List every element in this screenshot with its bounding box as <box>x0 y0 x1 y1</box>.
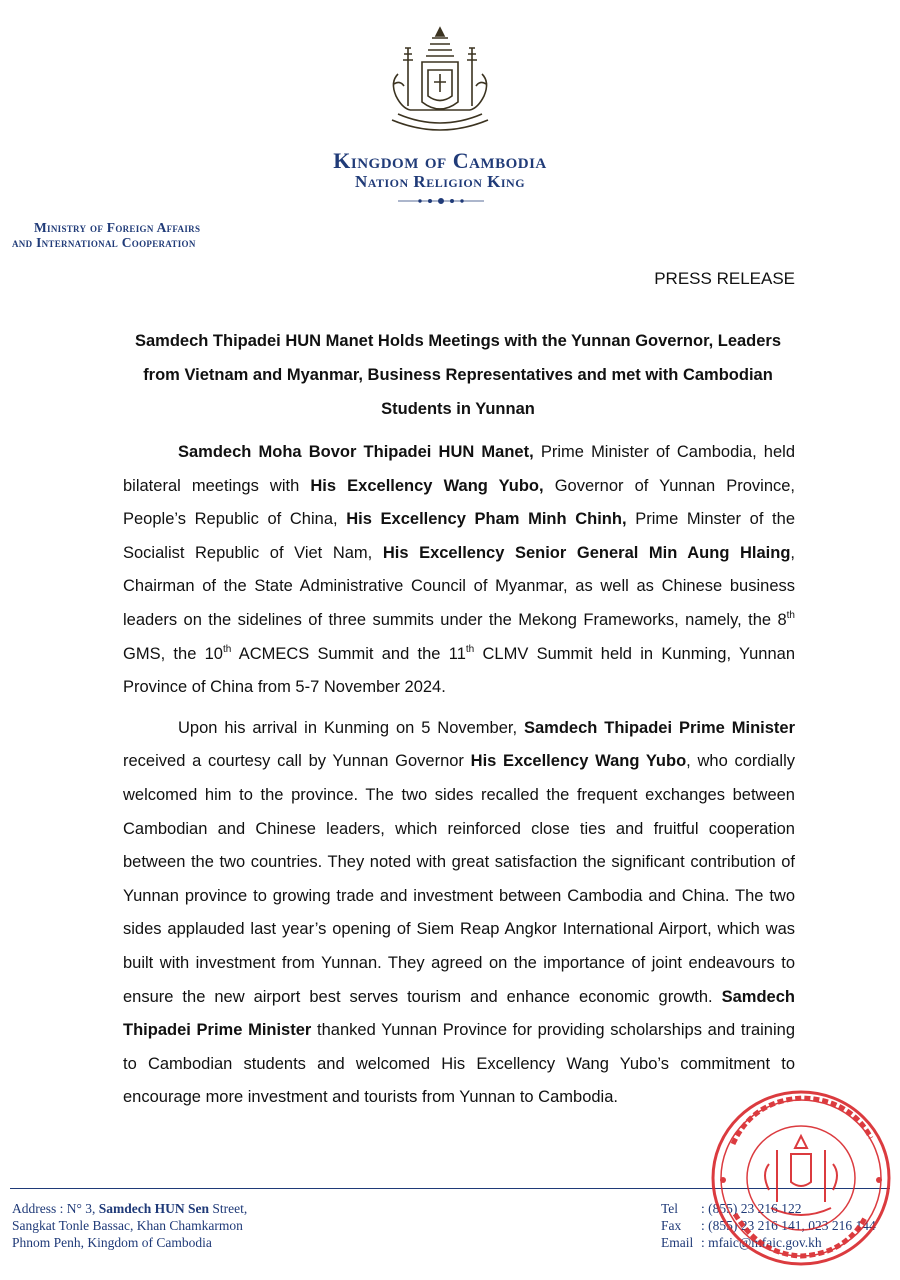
text-span: Prime Minster of the Socialist Republic of Viet Nam, <box>123 510 795 562</box>
royal-coat-of-arms-icon <box>378 24 502 136</box>
official-seal-stamp-icon <box>705 1084 895 1270</box>
text-span: Governor of Yunnan Province, People’s Republic of China, <box>123 476 796 529</box>
address-line-1 <box>12 1200 247 1217</box>
text-span: Prime Minister of Cambodia, held bilateral meetings with <box>123 443 796 495</box>
email-label: Email <box>661 1235 694 1250</box>
ornament-divider-icon <box>396 196 486 206</box>
tel-label: Tel <box>661 1201 679 1216</box>
text-span: GMS, the 10 <box>123 644 223 663</box>
text-span: , Chairman of the State Administrative Council of Myanmar, as well as Chinese business leaders on the sidelines of three summits under the Mekong Frameworks, namely, the 8 <box>123 543 795 629</box>
address-prefix: Address : N° 3, <box>12 1201 99 1216</box>
text-span: Upon his arrival in Kunming on 5 November, <box>178 718 524 737</box>
kingdom-heading: Kingdom of Cambodia <box>333 148 547 173</box>
address-street-name: Samdech HUN Sen <box>98 1201 210 1216</box>
ministry-name <box>12 220 282 250</box>
bold-name: Samdech Thipadei Prime Minister <box>123 987 795 1040</box>
paragraph-2 <box>123 712 795 1115</box>
national-motto: Nation Religion King <box>354 172 526 191</box>
bold-name: His Excellency Wang Yubo, <box>310 476 544 495</box>
address-line-3: Phnom Penh, Kingdom of Cambodia <box>12 1235 212 1250</box>
bold-name: His Excellency Pham Minh Chinh, <box>346 510 627 529</box>
ordinal-suffix: th <box>223 643 232 655</box>
ministry-line-2: and International Cooperation <box>12 235 196 250</box>
press-release-title: Samdech Thipadei HUN Manet Holds Meetings with the Yunnan Governor, Leaders from Vietnam and Myanmar, Business Representatives and met with Cambodian Students in Yunnan <box>134 332 782 418</box>
document-type-label: PRESS RELEASE <box>654 269 795 288</box>
text-span: ACMECS Summit and the 11 <box>231 644 466 663</box>
text-span: CLMV Summit held in Kunming, Yunnan Province of China from 5-7 November 2024. <box>123 644 795 697</box>
bold-name: Samdech Moha Bovor Thipadei HUN Manet, <box>178 443 534 461</box>
footer-address <box>12 1200 247 1251</box>
fax-value: : (855) 23 216 141, 023 216 144 <box>701 1218 876 1233</box>
address-line-2: Sangkat Tonle Bassac, Khan Chamkarmon <box>12 1218 243 1233</box>
ordinal-suffix: th <box>786 609 795 621</box>
fax-label: Fax <box>661 1218 682 1233</box>
bold-name: Samdech Thipadei Prime Minister <box>523 718 795 737</box>
ordinal-suffix: th <box>465 643 475 655</box>
text-span: thanked Yunnan Province for providing scholarships and training to Cambodian students and welcomed His Excellency Wang Yubo’s commitment to encourage more investment and tourists from Yunnan to Cambodia. <box>123 1021 796 1107</box>
bold-name: His Excellency Wang Yubo <box>470 752 687 771</box>
paragraph-1 <box>123 436 795 705</box>
email-value: : mfaic@mfaic.gov.kh <box>701 1235 822 1250</box>
text-span: received a courtesy call by Yunnan Governor <box>123 752 471 771</box>
ministry-line-1: Ministry of Foreign Affairs <box>34 220 201 235</box>
address-suffix: Street, <box>209 1201 248 1216</box>
bold-name: His Excellency Senior General Min Aung Hlaing <box>382 543 791 562</box>
text-span: , who cordially welcomed him to the province. The two sides recalled the frequent exchanges between Cambodian and Chinese leaders, which reinforced close ties and fruitful cooperation between the two countries. They noted with great satisfaction the significant contribution of Yunnan province to growing trade and investment between Cambodia and China. The two sides applauded last year’s opening of Siem Reap Angkor International Airport, which was built with investment from Yunnan. They agreed on the importance of joint endeavours to ensure the new airport best serves tourism and enhance economic growth. <box>123 752 796 1006</box>
tel-value: : (855) 23 216 122 <box>701 1201 802 1216</box>
press-release-body <box>123 436 795 1115</box>
